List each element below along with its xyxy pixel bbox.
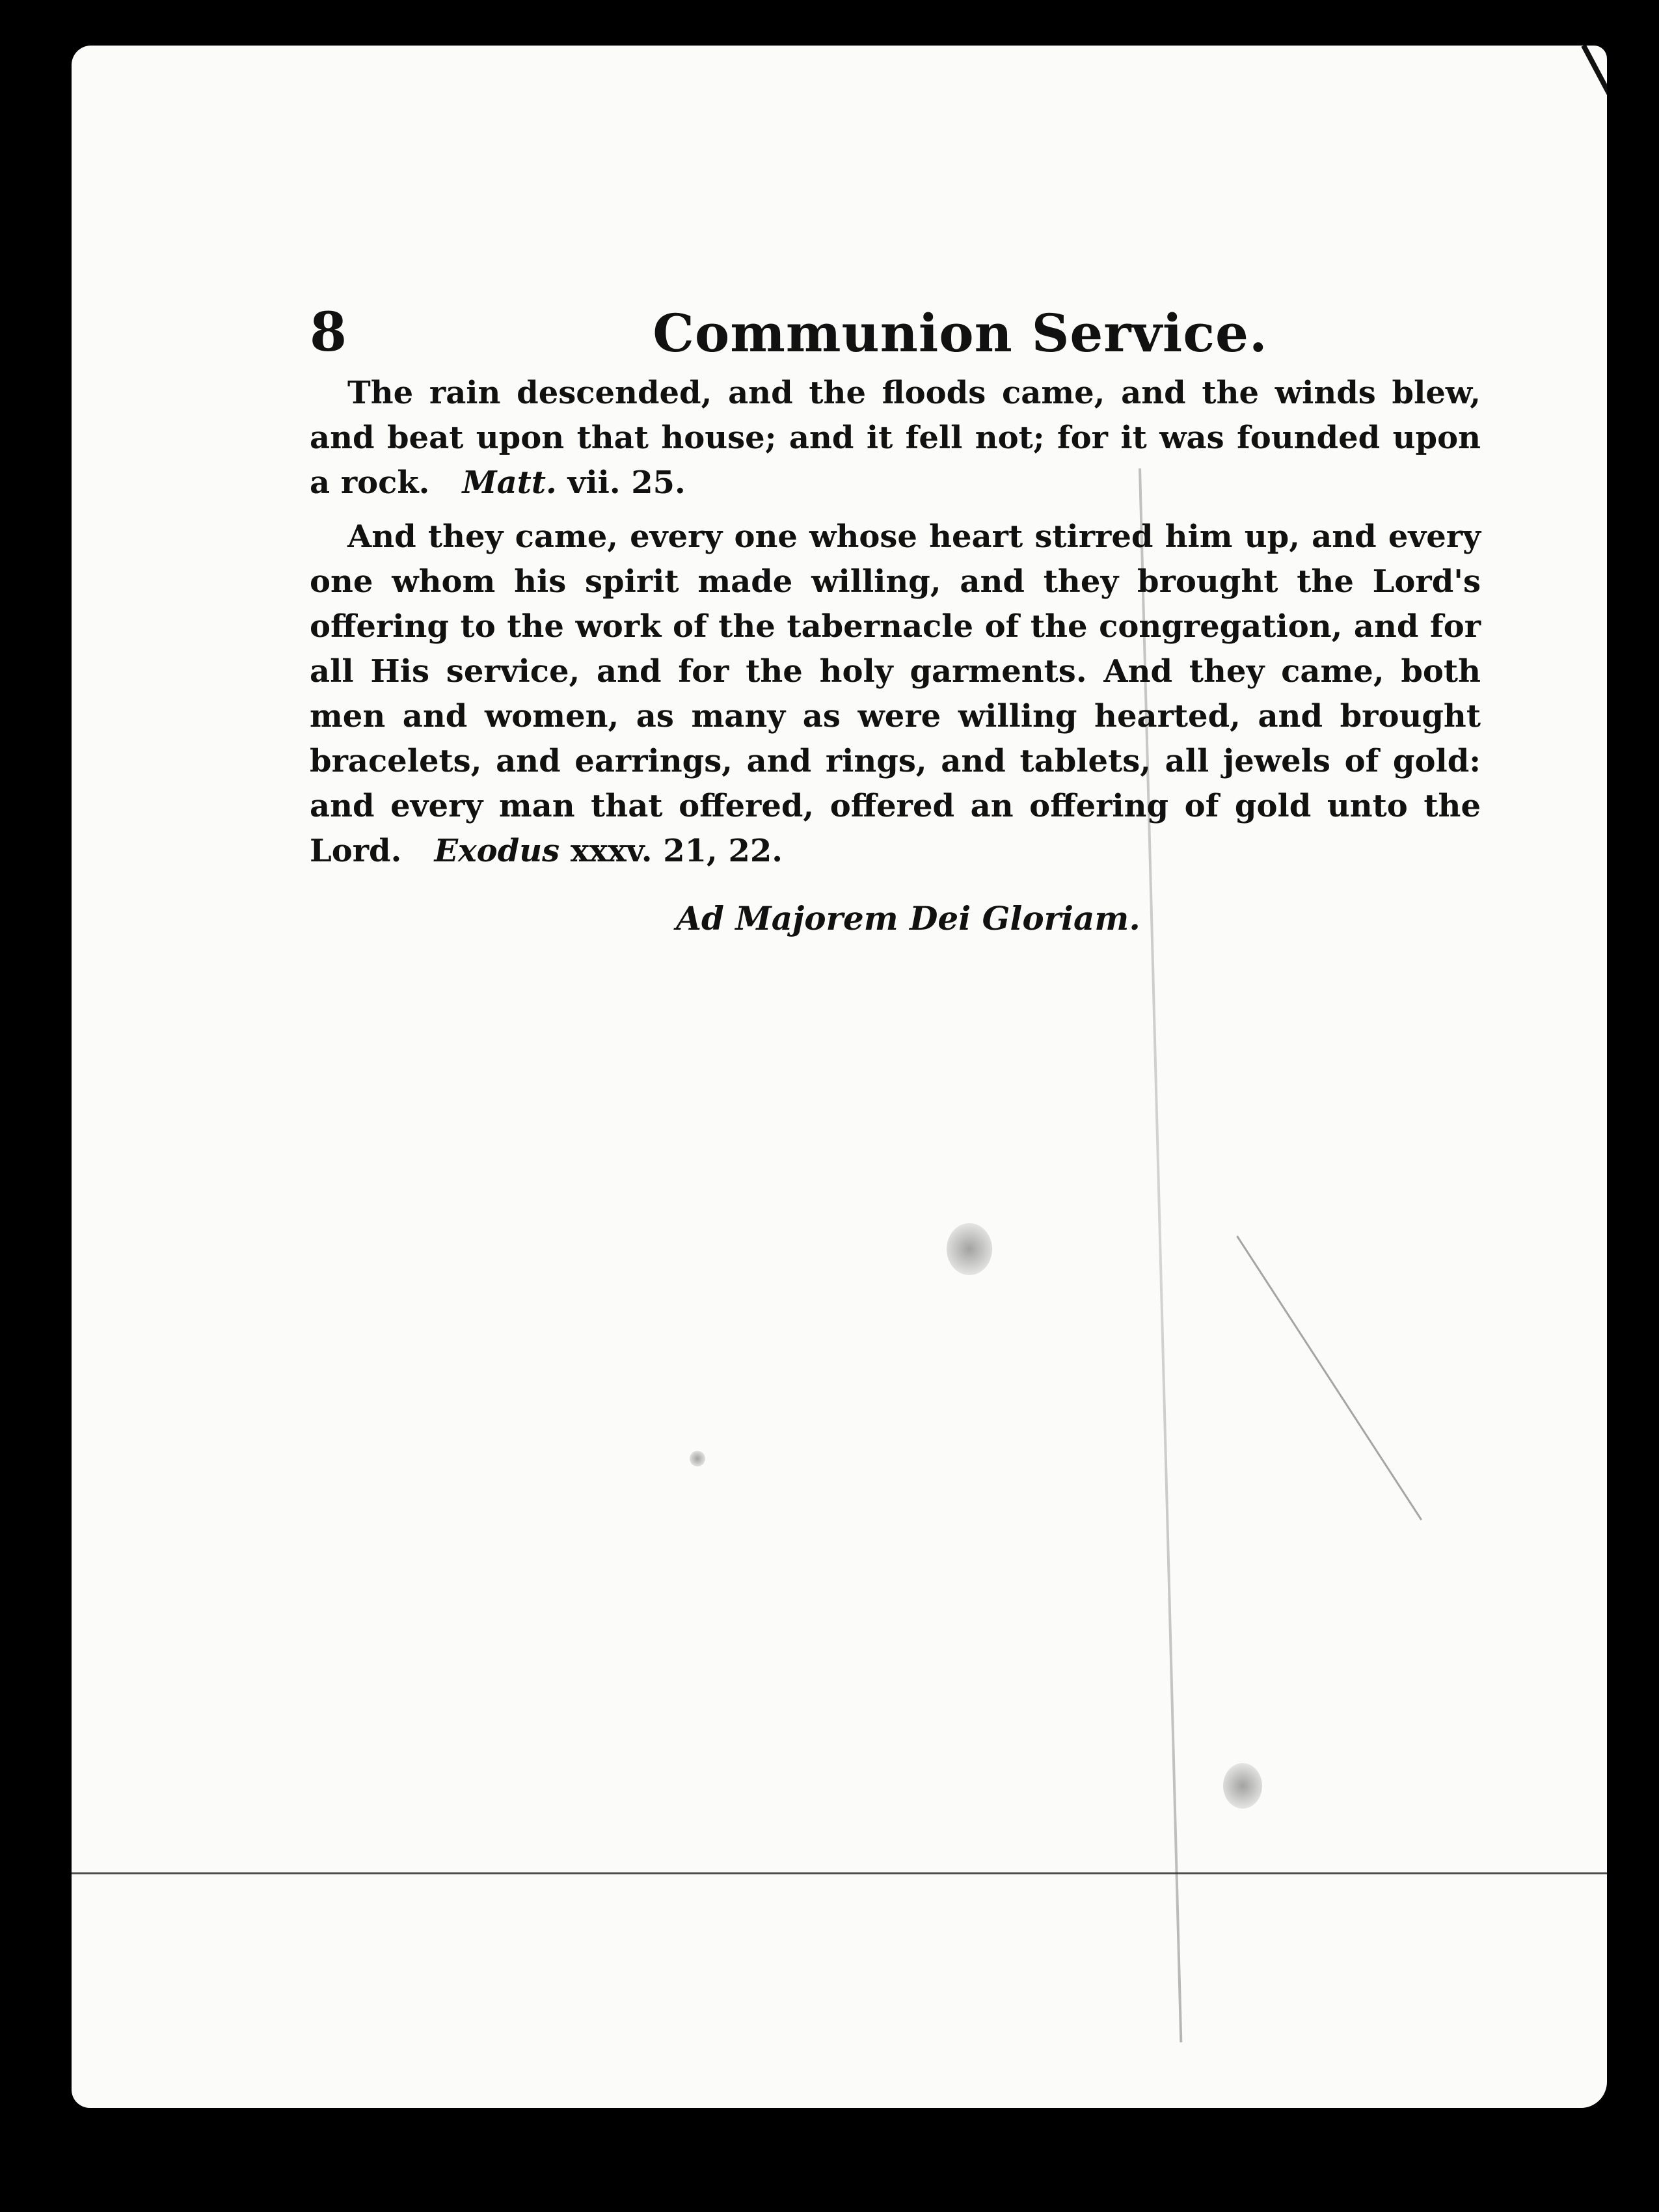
ink-smudge — [1223, 1763, 1262, 1809]
ink-smudge — [690, 1451, 705, 1466]
verse-text: The rain descended, and the floods came, and the winds blew, and beat upon that house; and it fell not; for it was founded upon a rock. — [310, 375, 1481, 501]
page-header — [310, 267, 1481, 371]
verse-reference-book: Exodus — [434, 833, 560, 869]
verse-paragraph — [310, 515, 1481, 874]
paper-crease-secondary — [1236, 1235, 1422, 1520]
page-number: 8 — [310, 301, 347, 364]
closing-doxology: Ad Majorem Dei Gloriam. — [676, 899, 1140, 937]
corner-tear-mark — [1581, 46, 1607, 179]
verse-paragraph — [310, 371, 1481, 506]
verse-reference-book: Matt. — [462, 465, 557, 501]
verse-reference-chapter: vii. 25. — [567, 465, 686, 501]
ink-smudge — [947, 1223, 992, 1275]
verse-reference-chapter: xxxv. 21, 22. — [570, 833, 783, 869]
running-title: Communion Service. — [653, 303, 1268, 364]
scan-fold-line — [72, 1872, 1607, 1874]
page-sheet — [72, 46, 1607, 2108]
page-text-block — [310, 267, 1481, 935]
verse-text: And they came, every one whose heart stirred him up, and every one whom his spirit made willing, and they brought the Lord's offering to the work of the tabernacle of the congregation, and for all His service, and for the holy garments. And they came, both men and women, as many as were willing hearted, and brought bracelets, and earrings, and rings, and tablets, all jewels of gold: and every man that offered, offered an offering of gold unto the Lord. — [310, 519, 1481, 869]
